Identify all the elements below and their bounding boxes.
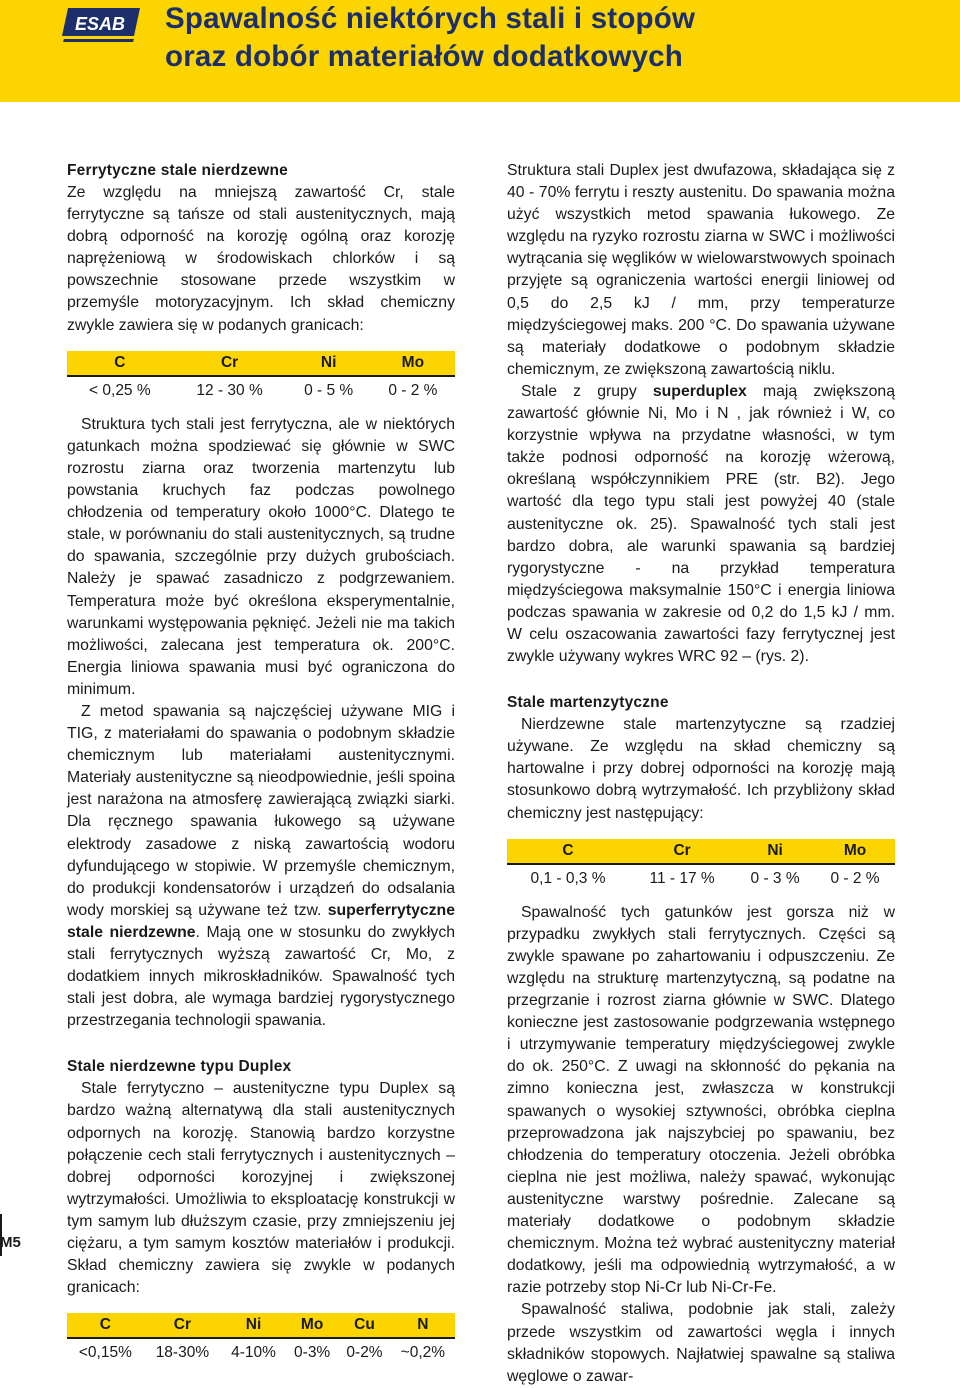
page-header — [0, 0, 960, 102]
text-run: Z metod spawania są najczęściej używane MIG i TIG, z materiałami do spawania o podobnym składzie chemicznym lub materiałami austenitycznymi. Materiały austenityczne są nieodpowiednie, jeśli spoina jest narażona na atmosferę zawierającą związki siarki. Dla ręcznego spawania łukowego są używane elektrody zasadowe z niską zawartością wodoru dyfundującego w stopiwie. W przemyśle chemicznym, do produkcji kondensatorów i urządzeń do odsalania wody morskiej są używane też tzw. — [67, 702, 455, 919]
page-label: M5 — [0, 1234, 21, 1251]
table-cell: 12 - 30 % — [196, 381, 263, 399]
esab-logo — [62, 6, 142, 44]
table-cell: 11 - 17 % — [649, 869, 715, 887]
table-cell: 0 - 2 % — [830, 869, 880, 887]
table-row — [507, 864, 895, 890]
table-header-cell: C — [67, 351, 173, 376]
table-header-cell: C — [507, 839, 629, 864]
heading-ferritic: Ferrytyczne stale nierdzewne — [67, 162, 288, 179]
table-header-row — [67, 351, 455, 376]
bold-term: superferrytyczne stale nierdzewne — [67, 901, 455, 941]
table-cell: 4-10% — [231, 1344, 276, 1362]
duplex-paragraph-1: Stale ferrytyczno – austenityczne typu Duplex są bardzo ważną alternatywą dla stali austenitycznych odpornych na korozję. Stanowią bardzo korzystne połączenie cech stali ferrytycznych i austenitycznych – dobrej odporności korozyjnej i zwiększonej wytrzymałości. Umożliwia to eksploatację konstrukcji w tym samym lub dłuższym czasie, przy zmniejszeniu jej ciężaru, a tym samym kosztów materiałów i produkcji. Skład chemiczny zawiera się zwykle w podanych granicach: — [67, 1080, 455, 1297]
duplex-paragraph-3 — [507, 381, 895, 668]
table-header-row — [67, 1313, 455, 1338]
martensitic-paragraph-3: Spawalność staliwa, podobnie jak stali, zależy przede wszystkim od zawartości węgla i innych składników stopowych. Najłatwiej spawalne są staliwa węglowe o zawar- — [507, 1301, 895, 1385]
table-header-cell: Mo — [371, 351, 455, 376]
table-header-cell: Mo — [815, 839, 895, 864]
title-line-2: oraz dobór materiałów dodatkowych — [165, 40, 684, 73]
table-cell: ~0,2% — [400, 1344, 446, 1362]
table-cell: 0-3% — [294, 1344, 331, 1362]
svg-text:ESAB: ESAB — [74, 14, 126, 34]
duplex-paragraph-2: Struktura stali Duplex jest dwufazowa, składająca się z 40 - 70% ferrytu i reszty austenitu. Do spawania można użyć wszystkich metod spawania łukowego. Ze względu na ryzyko rozrostu ziarna w SWC i możliwości wytrącania się węglików w wielowarstwowych spoinach przyjęte są ograniczenia wartości energii liniowej od 0,5 do 2,5 kJ / mm, przy temperaturze międzyściegowej maks. 200 °C. Do spawania używane są materiały dodatkowe o podobnym składzie chemicznym, ze zwiększoną zawartością niklu. — [507, 162, 895, 378]
title-line-1: Spawalność niektórych stali i stopów — [165, 2, 696, 35]
table-header-cell: Cr — [173, 351, 287, 376]
ferritic-paragraph-1: Ze względu na mniejszą zawartość Cr, stale ferrytyczne są tańsze od stali austenitycznych, mają dobrą odporność na korozję ogólną oraz korozję naprężeniową w środowiskach chlorków i są powszechnie stosowane przede wszystkim w przemyśle motoryzacyjnym. Ich skład chemiczny zwykle zawiera się w podanych granicach: — [67, 184, 455, 334]
martensitic-paragraph-1: Nierdzewne stale martenzytyczne są rzadziej używane. Ze względu na skład chemiczny są hartowalne i przy dobrej odporności na korozję mają stosunkowo dobrą wytrzymałość. Ich przybliżony skład chemiczny jest następujący: — [507, 716, 895, 822]
table-cell: 0 - 3 % — [750, 869, 800, 887]
table-header-cell: Ni — [287, 351, 371, 376]
left-column — [67, 160, 455, 1376]
table-header-cell: Ni — [735, 839, 815, 864]
table-row — [67, 1338, 455, 1364]
table-header-cell: Cu — [338, 1313, 390, 1338]
text-run: Stale z grupy — [521, 382, 653, 400]
ferritic-composition-table — [67, 351, 455, 402]
martensitic-composition-table — [507, 839, 895, 890]
heading-duplex: Stale nierdzewne typu Duplex — [67, 1058, 292, 1076]
table-cell: 0 - 2 % — [388, 381, 438, 399]
heading-martensitic: Stale martenzytyczne — [507, 694, 669, 712]
table-cell: 0,1 - 0,3 % — [530, 869, 606, 887]
page-title — [165, 0, 695, 76]
ferritic-paragraph-3 — [67, 701, 455, 1032]
table-cell: 0-2% — [346, 1344, 383, 1362]
table-header-cell: Cr — [629, 839, 735, 864]
table-cell: <0,15% — [78, 1344, 132, 1362]
table-cell: < 0,25 % — [89, 381, 151, 399]
right-column — [507, 160, 895, 1388]
table-header-row — [507, 839, 895, 864]
table-row — [67, 376, 455, 402]
table-header-cell: N — [391, 1313, 455, 1338]
table-header-cell: Ni — [221, 1313, 286, 1338]
table-cell: 0 - 5 % — [304, 381, 354, 399]
table-header-cell: Mo — [286, 1313, 338, 1338]
table-header-cell: Cr — [144, 1313, 221, 1338]
table-cell: 18-30% — [155, 1344, 210, 1362]
text-run: . Mają one w stosunku do zwykłych stali ferrytycznych wyższą zawartość Cr, Mo, z dodatkiem innych mikroskładników. Spawalność tych stali jest dobra, ale wymaga bardziej rygorystycznego przestrzegania technologii spawania. — [67, 923, 456, 1030]
bold-term: superduplex — [652, 382, 747, 400]
table-header-cell: C — [67, 1313, 144, 1338]
text-run: mają zwiększoną zawartość głównie Ni, Mo i N , jak również i W, co korzystnie wpływa na przydatne własności, w tym także podnosi odporność na korozję wżerową, określaną współczynnikiem PRE (str. B2). Jego wartość dla tego typu stali jest powyżej 40 (stale austenityczne ok. 25). Spawalność tych stali jest bardzo dobra, ale warunki spawania są bardziej rygorystyczne - na przykład temperatura międzyściegowa maksymalnie 150°C i energia liniowa podczas spawania w zakresie od 0,2 do 1,5 kJ / mm. W celu oszacowania zawartości fazy ferrytycznej jest zwykle używany wykres WRC 92 – (rys. 2). — [507, 382, 896, 666]
duplex-composition-table — [67, 1313, 455, 1364]
martensitic-paragraph-2: Spawalność tych gatunków jest gorsza niż w przypadku zwykłych stali ferrytycznych. Części są zwykle spawane po zahartowaniu i odpuszczeniu. Ze względu na strukturę martenzytyczną, są podatne na przegrzanie i rozrost ziarna głównie w SWC. Dlatego konieczne jest zastosowanie podgrzewania wstępnego i utrzymywanie temperatury międzyściegowej zwykle do ok. 250°C. Z uwagi na skłonność do pękania na zimno konieczna jest, zwłaszcza w konstrukcji spawanych o wysokiej sztywności, obróbka cieplna przeprowadzona jak najszybciej po spawaniu, bez chłodzenia do temperatury otoczenia. Jeżeli obróbka cieplna nie jest możliwa, należy spawać, wykonując austenityczne warstwy pośrednie. Zalecane są materiały dodatkowe o podobnym składzie chemicznym. Można też wybrać austenityczny materiał dodatkowy, jeśli ma odpowiednią wytrzymałość, a w razie potrzeby stop Ni-Cr lub Ni-Cr-Fe. — [507, 903, 895, 1297]
ferritic-paragraph-2: Struktura tych stali jest ferrytyczna, ale w niektórych gatunkach można spodziewać się głównie w SWC rozrostu ziarna oraz tworzenia martenzytu lub powstania kruchych faz podczas powolnego chłodzenia od temperatury około 1000°C. Dlatego te stale, w porównaniu do stali austenitycznych, są trudne do spawania, szczególnie przy dużych grubościach. Należy je spawać zasadniczo z podgrzewaniem. Temperatura może być określona eksperymentalnie, warunkami występowania pęknięć. Jeżeli nie ma takich możliwości, zalecana jest temperatura ok. 200°C. Energia liniowa spawania musi być ograniczona do minimum. — [67, 415, 455, 698]
